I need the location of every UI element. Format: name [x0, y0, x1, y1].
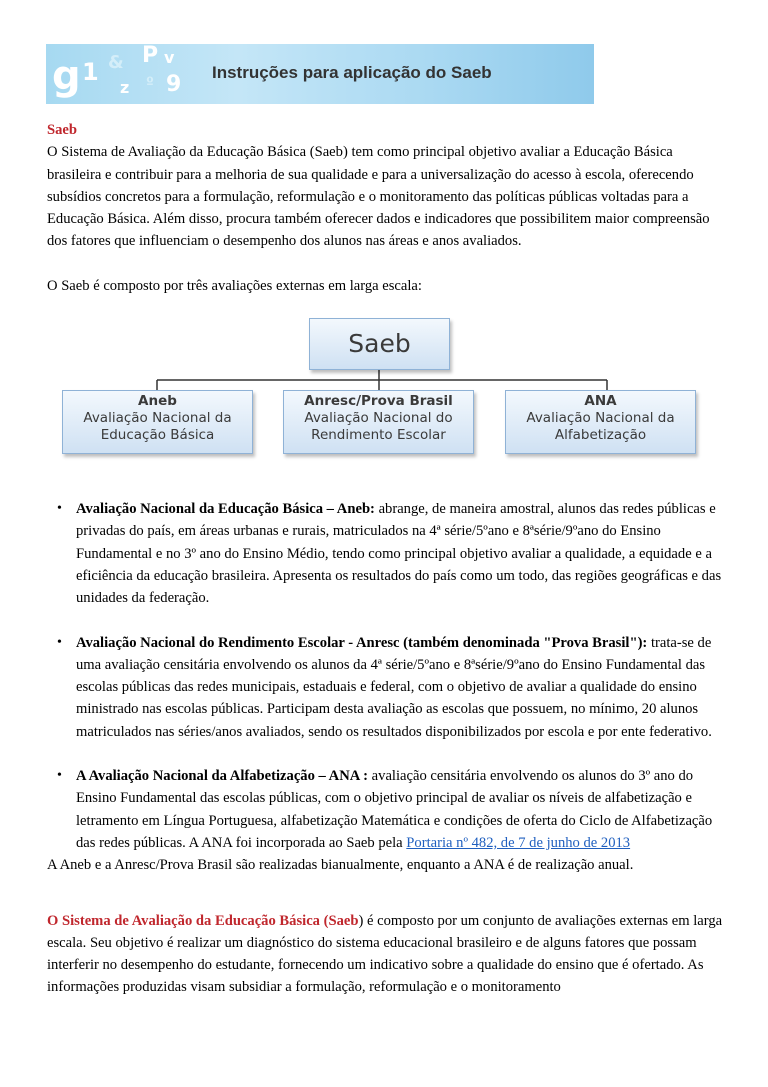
- banner-glyph: P: [142, 44, 159, 68]
- intro-paragraph: O Sistema de Avaliação da Educação Básica (Saeb) tem como principal objetivo avaliar a Educação Básica brasileira e contribuir para a melhoria de sua qualidade e para a universalização do acesso à escola, oferecendo subsídios concretos para a formulação, reformulação e o monitoramento das políticas públicas voltadas para a Educação Básica. Além disso, procura também oferecer dados e indicadores que possibilitem maior compreensão dos fatores que influenciam o desempenho dos alunos nas áreas e anos avaliados.: [47, 144, 710, 250]
- diagram-box-ana: [505, 390, 696, 454]
- box-line1: Avaliação Nacional da: [83, 410, 232, 427]
- list-item: [47, 765, 727, 854]
- closing-red-lead: O Sistema de Avaliação da Educação Básica (Saeb: [47, 912, 359, 929]
- portaria-link[interactable]: Portaria nº 482, de 7 de junho de 2013: [406, 834, 631, 851]
- banner-glyph: 1: [82, 58, 99, 86]
- box-line2: Alfabetização: [554, 427, 647, 444]
- document-body: [47, 119, 727, 999]
- banner-glyph: g: [52, 53, 81, 99]
- composition-paragraph: O Saeb é composto por três avaliações externas em larga escala:: [47, 277, 422, 294]
- banner-glyph: z: [120, 78, 130, 97]
- banner-glyph: º: [146, 75, 154, 91]
- bullet-icon: •: [57, 768, 62, 784]
- banner-glyph: 9: [166, 72, 182, 97]
- item-title: Avaliação Nacional da Educação Básica – Aneb:: [76, 501, 375, 518]
- diagram-box-aneb: [62, 390, 253, 454]
- banner-glyph: v: [164, 48, 175, 67]
- box-line1: Avaliação Nacional da: [526, 410, 675, 427]
- banner-glyph: &: [108, 52, 124, 73]
- item-text: abrange, de maneira amostral, alunos das redes públicas e privadas do país, em áreas urbanas e rurais, matriculados na 4ª série/5ºano e 8ªsérie/9ºano do Ensino Fundamental e no 3º ano do Ensino Médio, tendo como principal objetivo avaliar a qualidade, a equidade e a eficiência da educação brasileira. Apresenta os resultados do país como um todo, das regiões geográficas e das unidades da federação.: [76, 501, 722, 607]
- list-item: [47, 632, 727, 743]
- box-acronym: Anresc/Prova Brasil: [304, 393, 453, 410]
- diagram-root-saeb: Saeb: [309, 318, 450, 370]
- item-title: A Avaliação Nacional da Alfabetização – ANA :: [76, 768, 369, 785]
- banner-title: Instruções para aplicação do Saeb: [212, 63, 492, 82]
- evaluations-list: [47, 498, 727, 854]
- section-heading: Saeb: [47, 122, 78, 138]
- item-title: Avaliação Nacional do Rendimento Escolar - Anresc (também denominada "Prova Brasil"):: [76, 634, 648, 651]
- closing-text: ) é composto por um conjunto de avaliações externas em larga escala. Seu objetivo é realizar um diagnóstico do sistema educacional brasileiro e de alguns fatores que possam interferir no desempenho do estudante, fornecendo um indicativo sobre a qualidade do ensino que é ofertado. As informações produzidas visam subsidiar a formulação, reformulação e o monitoramento: [47, 912, 723, 996]
- box-line2: Rendimento Escolar: [311, 427, 446, 444]
- saeb-diagram: [47, 318, 727, 471]
- item-text: trata-se de uma avaliação censitária envolvendo os alunos da 4ª série/5ºano e 8ªsérie/9ºano do Ensino Fundamental das escolas públicas das redes municipais, estaduais e federal, com o objetivo de avaliar a qualidade do ensino ministrado nas escolas públicas. Participam desta avaliação as escolas que possuem, no mínimo, 20 alunos matriculados nas séries/anos avaliados, sendo os resultados disponibilizados por escola e por ente federativo.: [76, 634, 712, 740]
- item-text: avaliação censitária envolvendo os alunos do 3º ano do Ensino Fundamental das escolas públicas, com o objetivo principal de avaliar os níveis de alfabetização e letramento em Língua Portuguesa, alfabetização Matemática e condições de oferta do Ciclo de Alfabetização das redes públicas. A ANA foi incorporada ao Saeb pela: [76, 768, 713, 851]
- box-line2: Educação Básica: [100, 427, 215, 444]
- bullet-icon: •: [57, 501, 62, 517]
- periodicity-paragraph: A Aneb e a Anresc/Prova Brasil são realizadas bianualmente, enquanto a ANA é de realização anual.: [47, 857, 634, 874]
- box-acronym: Aneb: [138, 393, 177, 410]
- closing-paragraph: [47, 910, 727, 999]
- list-item: [47, 498, 727, 609]
- header-banner: [46, 44, 594, 104]
- bullet-icon: •: [57, 634, 62, 650]
- box-acronym: ANA: [584, 393, 617, 410]
- box-line1: Avaliação Nacional do: [304, 410, 453, 427]
- diagram-box-anresc: [283, 390, 474, 454]
